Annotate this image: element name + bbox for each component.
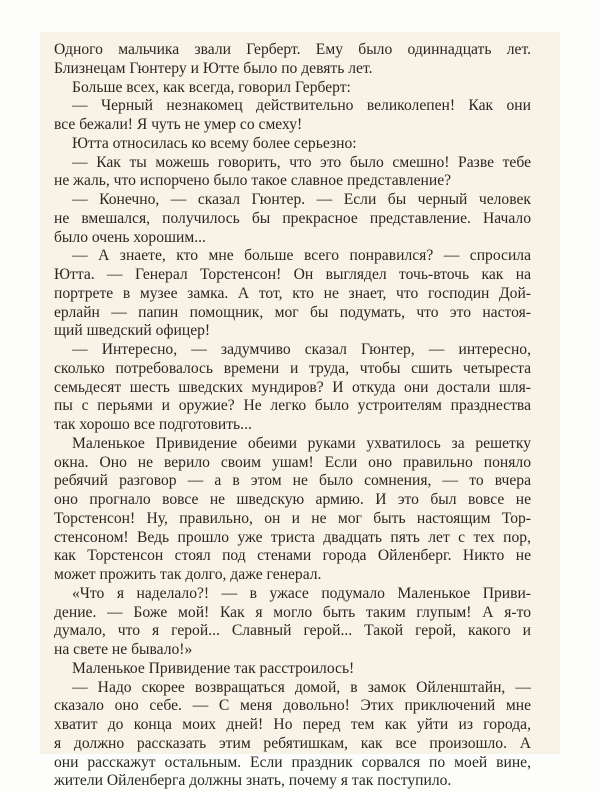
- text-line: я должно рассказать этим ребятишкам, как все произошло. А: [54, 735, 531, 754]
- text-line: дение. — Боже мой! Как я могло быть таким глупым! А я-то: [54, 604, 531, 623]
- text-line: жители Ойленберга должны знать, почему я так поступило.: [54, 772, 531, 791]
- text-line: щий шведский офицер!: [54, 322, 531, 341]
- text-line: — Конечно, — сказал Гюнтер. — Если бы черный человек: [54, 191, 531, 210]
- text-line: пы с перьями и оружие? Не легко было устроителям празднества: [54, 397, 531, 416]
- text-line: не жаль, что испорчено было такое славное представление?: [54, 172, 531, 191]
- text-line: думало, что я герой... Славный герой... Такой герой, какого и: [54, 622, 531, 641]
- text-line: так хорошо все подготовить...: [54, 416, 531, 435]
- text-line: стенсоном! Ведь прошло уже триста двадцать пять лет с тех пор,: [54, 529, 531, 548]
- text-line: — А знаете, кто мне больше всего понравился? — спросила: [54, 247, 531, 266]
- text-line: может прожить так долго, даже генерал.: [54, 566, 531, 585]
- text-line: Одного мальчика звали Герберт. Ему было одиннадцать лет.: [54, 41, 531, 60]
- text-line: — Как ты можешь говорить, что это было смешно! Разве тебе: [54, 154, 531, 173]
- text-line: Маленькое Привидение так расстроилось!: [54, 660, 531, 679]
- paragraph: [54, 341, 531, 435]
- text-line: было очень хорошим...: [54, 229, 531, 248]
- text-line: не вмешался, получилось бы прекрасное представление. Начало: [54, 210, 531, 229]
- text-line: «Что я наделало?! — в ужасе подумало Маленькое Приви-: [54, 585, 531, 604]
- text-line: хватит до конца моих дней! Но перед тем как уйти из города,: [54, 716, 531, 735]
- text-line: — Надо скорее возвращаться домой, в замок Ойленштайн, —: [54, 679, 531, 698]
- page-text: [54, 41, 531, 791]
- text-line: Ютта относилась ко всему более серьезно:: [54, 135, 531, 154]
- paragraph: [54, 191, 531, 247]
- paragraph: [54, 135, 531, 154]
- text-line: — Интересно, — задумчиво сказал Гюнтер, — интересно,: [54, 341, 531, 360]
- text-line: оно прогнало вовсе не шведскую армию. И это был вовсе не: [54, 491, 531, 510]
- text-line: они расскажут остальным. Если праздник сорвался по моей вине,: [54, 754, 531, 773]
- text-line: семьдесят шесть шведских мундиров? И откуда они достали шля-: [54, 379, 531, 398]
- paragraph: [54, 435, 531, 585]
- text-line: ерлайн — папин помощник, мог бы подумать, что это настоя-: [54, 304, 531, 323]
- text-line: Торстенсон! Ну, правильно, он и не мог быть настоящим Тор-: [54, 510, 531, 529]
- paragraph: [54, 247, 531, 341]
- text-line: портрете в музее замка. А тот, кто не знает, что господин Дой-: [54, 285, 531, 304]
- text-line: все бежали! Я чуть не умер со смеху!: [54, 116, 531, 135]
- text-line: Ютта. — Генерал Торстенсон! Он выглядел точь-вточь как на: [54, 266, 531, 285]
- paragraph: [54, 79, 531, 98]
- text-line: сказало оно себе. — С меня довольно! Этих приключений мне: [54, 697, 531, 716]
- text-line: Близнецам Гюнтеру и Ютте было по девять лет.: [54, 60, 531, 79]
- text-line: как Торстенсон стоял под стенами города Ойленберг. Никто не: [54, 547, 531, 566]
- text-line: Больше всех, как всегда, говорил Герберт:: [54, 79, 531, 98]
- text-line: Маленькое Привидение обеими руками ухватилось за решетку: [54, 435, 531, 454]
- text-line: ребячий разговор — а в этом не было сомнения, — то вчера: [54, 472, 531, 491]
- paragraph: [54, 41, 531, 79]
- paragraph: [54, 660, 531, 679]
- text-line: сколько потребовалось времени и труда, чтобы сшить четыреста: [54, 360, 531, 379]
- paragraph: [54, 585, 531, 660]
- paragraph: [54, 154, 531, 192]
- text-line: окна. Оно не верило своим ушам! Если оно правильно поняло: [54, 454, 531, 473]
- text-line: — Черный незнакомец действительно великолепен! Как они: [54, 97, 531, 116]
- paragraph: [54, 679, 531, 791]
- paragraph: [54, 97, 531, 135]
- text-line: на свете не бывало!»: [54, 641, 531, 660]
